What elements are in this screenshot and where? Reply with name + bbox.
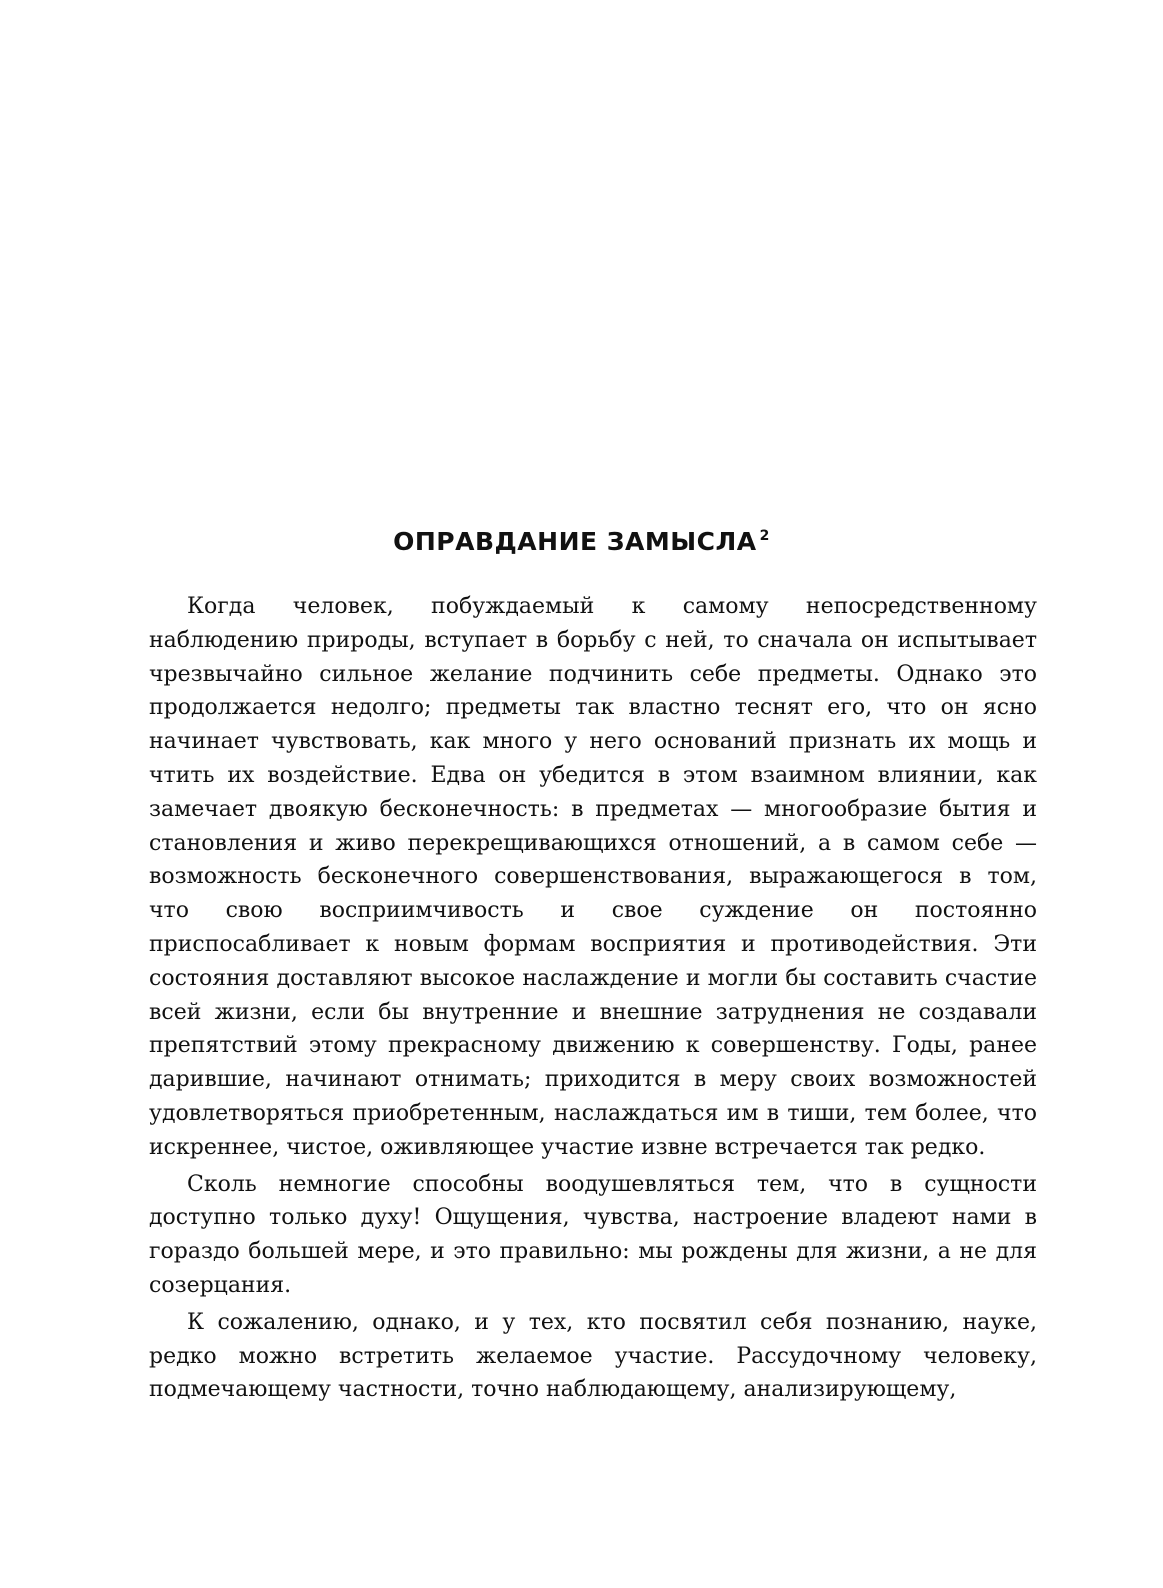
- footnote-marker: 2: [759, 528, 770, 544]
- paragraph-2: Сколь немногие способны воодушевляться тем, что в сущности доступно только духу! Ощущения, чувства, настроение владеют нами в гораздо большей мере, и это правильно: мы рождены для жизни, а не для созерцания.: [149, 1171, 1037, 1298]
- body-text: [149, 590, 1037, 1407]
- chapter-title-text: ОПРАВДАНИЕ ЗАМЫСЛА: [393, 527, 757, 556]
- paragraph-3: К сожалению, однако, и у тех, кто посвятил себя познанию, науке, редко можно встретить желаемое участие. Рассудочному человеку, подмечающему частности, точно наблюдающему, анализирующему,: [149, 1309, 1037, 1403]
- chapter-title: [0, 521, 1163, 557]
- paragraph-1: Когда человек, побуждаемый к самому непосредственному наблюдению природы, вступает в борьбу с ней, то сначала он испытывает чрезвычайно сильное желание подчинить себе предметы. Однако это продолжается недолго; предметы так властно теснят его, что он ясно начинает чувствовать, как много у него оснований признать их мощь и чтить их воздействие. Едва он убедится в этом взаимном влиянии, как замечает двоякую бесконечность: в предметах — многообразие бытия и становления и живо перекрещивающихся отношений, а в самом себе — возможность бесконечного совершенствования, выражающегося в том, что свою восприимчивость и свое суждение он постоянно приспосабливает к новым формам восприятия и противодействия. Эти состояния доставляют высокое наслаждение и могли бы составить счастие всей жизни, если бы внутренние и внешние затруднения не создавали препятствий этому прекрасному движению к совершенству. Годы, ранее дарившие, начинают отнимать; приходится в меру своих возможностей удовлетворяться приобретенным, наслаждаться им в тиши, тем более, что искреннее, чистое, оживляющее участие извне встречается так редко.: [149, 594, 1037, 1160]
